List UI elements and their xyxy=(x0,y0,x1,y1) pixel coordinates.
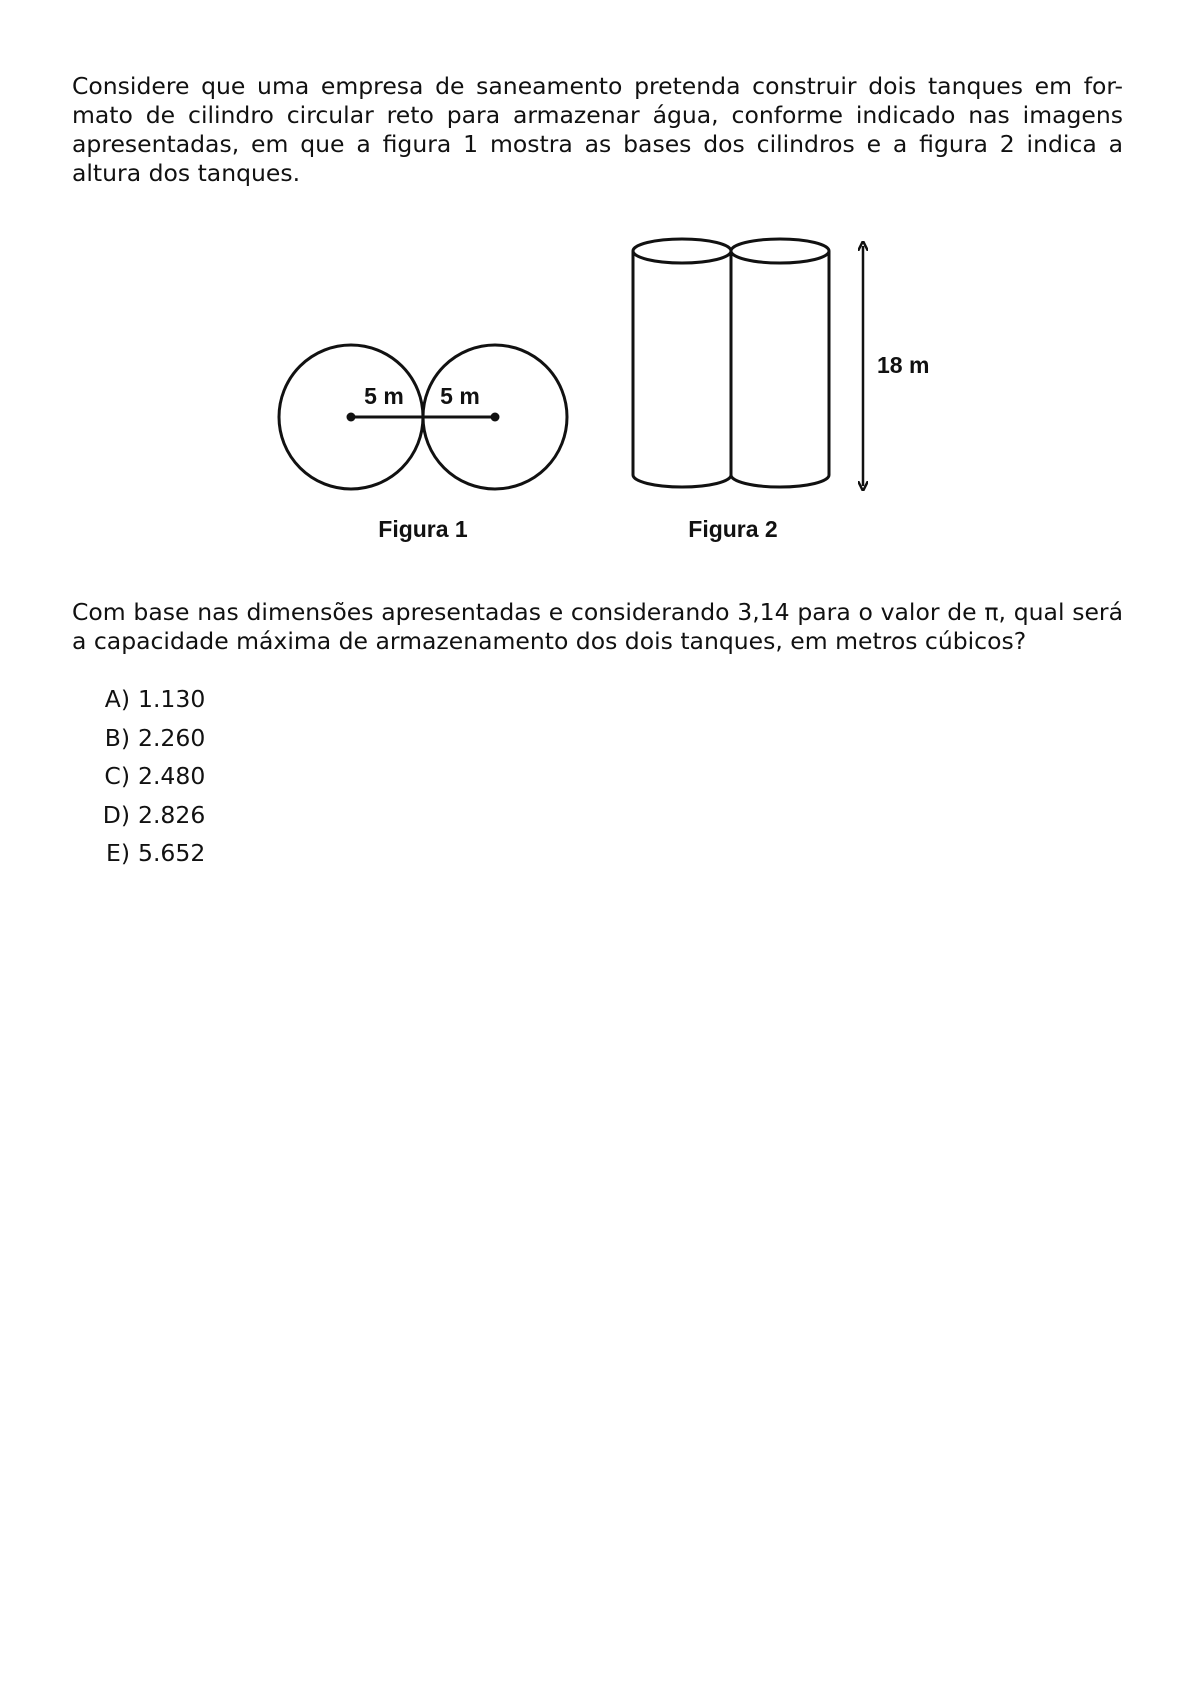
option-value: 1.130 xyxy=(138,685,206,713)
option-letter: E) xyxy=(105,839,130,867)
option-value: 2.260 xyxy=(138,723,206,752)
figure-1-caption: Figura 1 xyxy=(378,516,468,542)
center-dot-left xyxy=(347,413,356,422)
option-letter: A) xyxy=(104,685,130,713)
radius-label-left: 5 m xyxy=(364,383,404,409)
option-value: 5.652 xyxy=(138,839,206,867)
question-paragraph: Com base nas dimensões apresentadas e considerando 3,14 para o valor de π, qual será a capacidade máxima de armazenamento dos dois tanques, em metros cúbicos? xyxy=(72,598,1123,655)
figure-2-caption: Figura 2 xyxy=(688,516,778,542)
answer-options xyxy=(92,680,205,873)
radius-label-right: 5 m xyxy=(440,383,480,409)
center-dot-right xyxy=(491,413,500,422)
figure-2 xyxy=(633,239,929,542)
cylinder-left xyxy=(633,251,731,487)
figures-illustration xyxy=(0,0,1190,560)
option-letter: D) xyxy=(102,800,130,829)
option-b[interactable] xyxy=(92,719,205,758)
intro-paragraph: Considere que uma empresa de saneamento pretenda construir dois tanques em for-mato de cilindro circular reto para armazenar água, conforme indicado nas imagens apresentadas, em que a figura 1 mostra as bases dos cilindros e a figura 2 indica a altura dos tanques. xyxy=(72,72,1123,187)
cylinder-right xyxy=(731,251,829,487)
option-c[interactable] xyxy=(92,757,205,796)
cylinder-right-top xyxy=(731,239,829,263)
option-a[interactable] xyxy=(92,680,205,719)
option-letter: C) xyxy=(104,762,130,790)
option-d[interactable] xyxy=(92,796,205,835)
height-label: 18 m xyxy=(877,352,930,378)
option-letter: B) xyxy=(104,723,130,752)
cylinder-left-top xyxy=(633,239,731,263)
figure-1 xyxy=(279,345,567,542)
option-value: 2.826 xyxy=(138,800,206,829)
option-e[interactable] xyxy=(92,834,205,873)
option-value: 2.480 xyxy=(138,762,206,790)
